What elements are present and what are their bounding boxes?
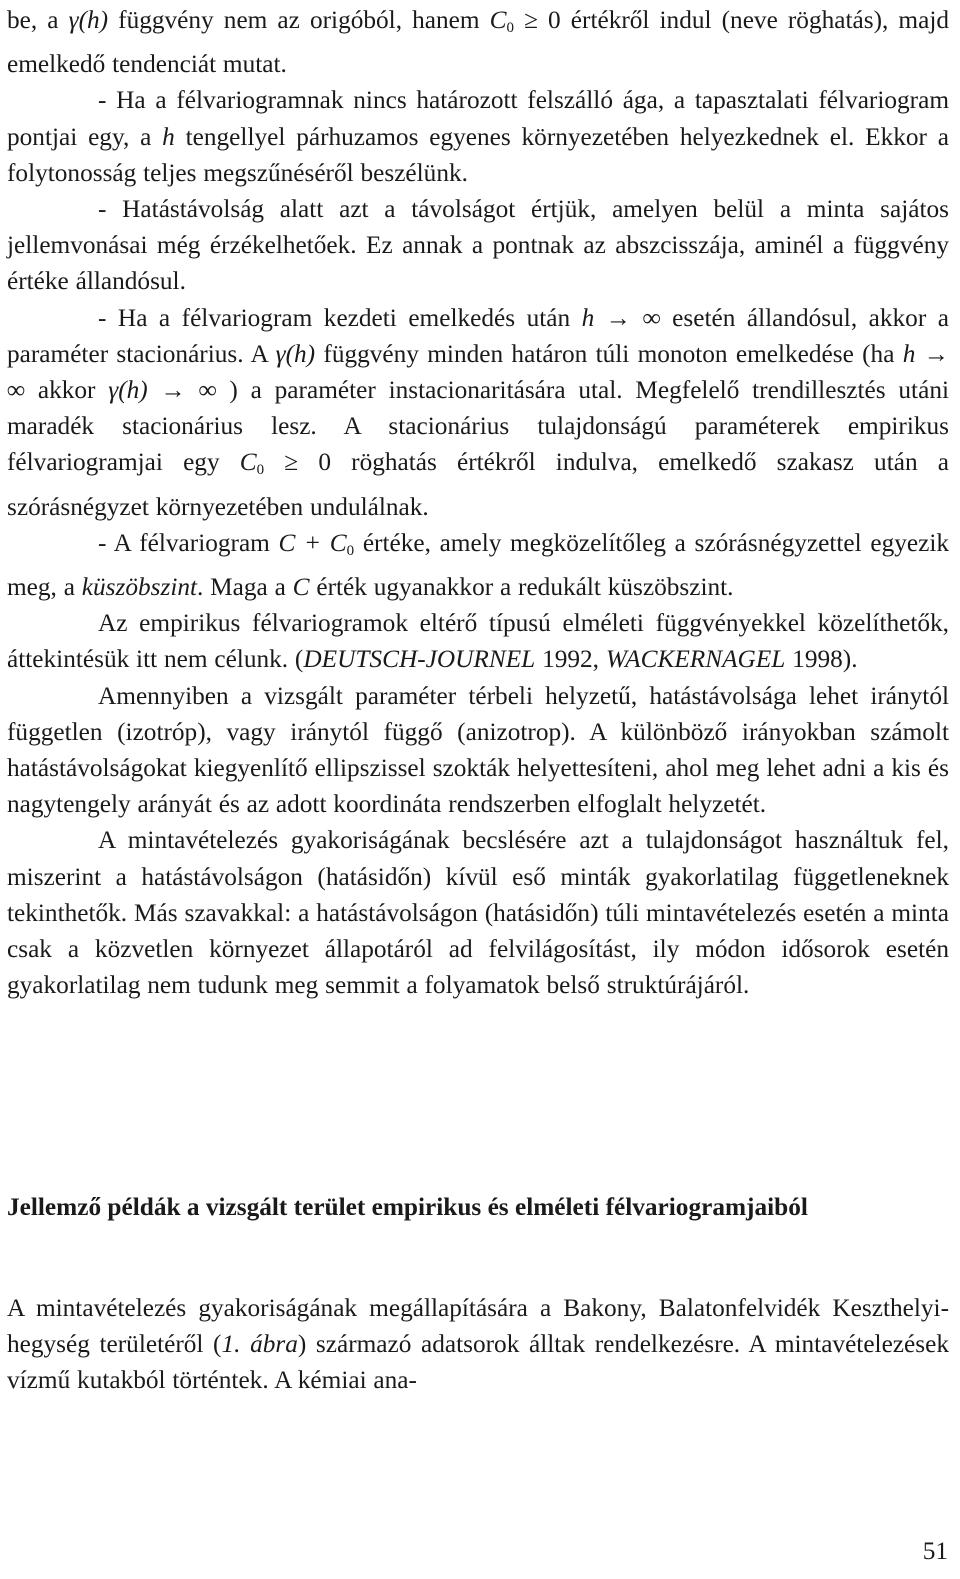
paragraph-8: A mintavételezés gyakoriságának becslésére azt a tulajdonságot használtuk fel, miszerint a hatástávolságon (hatásidőn) kívül eső minták gyakorlatilag függetleneknek tekinthetők. Más szavakkal: a hatástávolságon (hatásidőn) túli mintavételezés esetén a minta csak a közvetlen környezet állapotáról ad felvilágosítást, ily módon idősorok esetén gyakorlatilag nem tudunk meg semmit a folyamatok belső struktúrájáról. — [7, 826, 949, 1000]
term-kuszobszint: küszöbszint — [81, 573, 198, 602]
paragraph-4 — [7, 300, 949, 525]
citation-author: WACKERNAGEL — [605, 645, 786, 674]
paragraph-9 — [7, 1290, 949, 1399]
paragraph-7: Amennyiben a vizsgált paraméter térbeli helyzetű, hatástávolsága lehet iránytól független (izotróp), vagy iránytól függő (anizotrop). A különböző irányokban számolt hatástávolságokat kiegyenlítő ellipszissel szokták helyettesíteni, ahol meg lehet adni a kis és nagytengely arányát és az adott koordináta rendszerben elfoglalt helyzetét. — [7, 681, 949, 819]
page-body-continued — [7, 1290, 949, 1399]
text: függvény minden határon túli monoton emelkedése (ha — [315, 339, 903, 368]
paragraph-3: - Hatástávolság alatt azt a távolságot értjük, amelyen belül a minta sajátos jellemvonásai még érzékelhetőek. Ez annak a pontnak az abszcisszája, aminél a függvény értéke állandósul. — [7, 195, 949, 296]
text: ) származó adatsorok álltak rendelkezésre. A mintavételezések vízmű kutakból történtek. A kémiai ana- — [7, 1330, 949, 1395]
text: függvény nem az origóból, hanem — [108, 6, 490, 34]
gamma-h-formula: γ(h) — [275, 339, 316, 368]
text: - A félvariogram — [98, 528, 279, 557]
text: Az empirikus félvariogramok eltérő típusú elméleti függvényekkel közelíthetők, áttekintésük itt nem célunk. ( — [7, 609, 949, 674]
page-number: 51 — [922, 1537, 948, 1565]
text: A mintavételezés gyakoriságának megállapítására a Bakony, Balatonfelvidék Keszthelyi-hegység területéről ( — [7, 1294, 949, 1359]
text: röghatás értékről indulva, emelkedő szakasz után a szórásnégyzet környezetében undulálnak. — [7, 448, 949, 521]
c-symbol: C — [292, 573, 310, 602]
text: akkor — [25, 376, 109, 405]
citation-author: DEUTSCH-JOURNEL — [303, 645, 536, 674]
paragraph-5 — [7, 525, 949, 605]
paragraph-2 — [7, 82, 949, 191]
page-body — [7, 0, 949, 1003]
text: ≥ 0 — [514, 6, 561, 34]
text: tengellyel párhuzamos egyenes környezetében helyezkednek el. Ekkor a folytonosság teljes megszűnéséről beszélünk. — [7, 122, 949, 187]
paragraph-6 — [7, 605, 949, 677]
c0-symbol: $C_0$ — [489, 6, 514, 36]
text: értéke, amely megközelítőleg a szórásnégyzettel egyezik meg, a — [7, 528, 950, 602]
h-to-infinity-formula: h → ∞ — [581, 303, 661, 332]
text: érték ugyanakkor a redukált küszöbszint. — [309, 573, 734, 602]
paragraph-1 — [7, 2, 949, 82]
gamma-h-formula: γ(h) — [68, 6, 109, 34]
text: - Ha a félvariogram kezdeti emelkedés után — [98, 303, 582, 332]
c0-symbol: $C_0$ — [239, 448, 265, 479]
text: ) a paraméter instacionaritására utal. Megfelelő trendillesztés utáni maradék stacionárius lesz. A stacionárius tulajdonságú paraméterek empirikus félvariogramjai egy — [7, 376, 949, 477]
h-to-infinity-formula: h → ∞ — [7, 339, 949, 405]
gamma-to-infinity-formula: γ(h) → ∞ — [108, 376, 217, 405]
section-heading: Jellemző példák a vizsgált terület empirikus és elméleti félvariogramjaiból — [7, 1193, 808, 1221]
text: - Ha a félvariogramnak nincs határozott felszálló ága, a tapasztalati félvariogram pontjai egy, a — [7, 86, 949, 151]
c-plus-c0-formula: $C + C_0$ — [278, 528, 355, 559]
text: 1998). — [785, 645, 858, 674]
text: esetén állandósul, akkor a paraméter stacionárius. A — [7, 303, 949, 368]
text: ≥ 0 — [264, 448, 331, 477]
h-symbol: h — [162, 122, 175, 151]
text: be, a — [7, 6, 69, 34]
text: 1992, — [535, 645, 606, 674]
figure-reference: 1. ábra — [221, 1330, 298, 1359]
text: . Maga a — [197, 573, 293, 602]
text: értékről indul (neve röghatás), majd emelkedő tendenciát mutat. — [7, 6, 949, 79]
